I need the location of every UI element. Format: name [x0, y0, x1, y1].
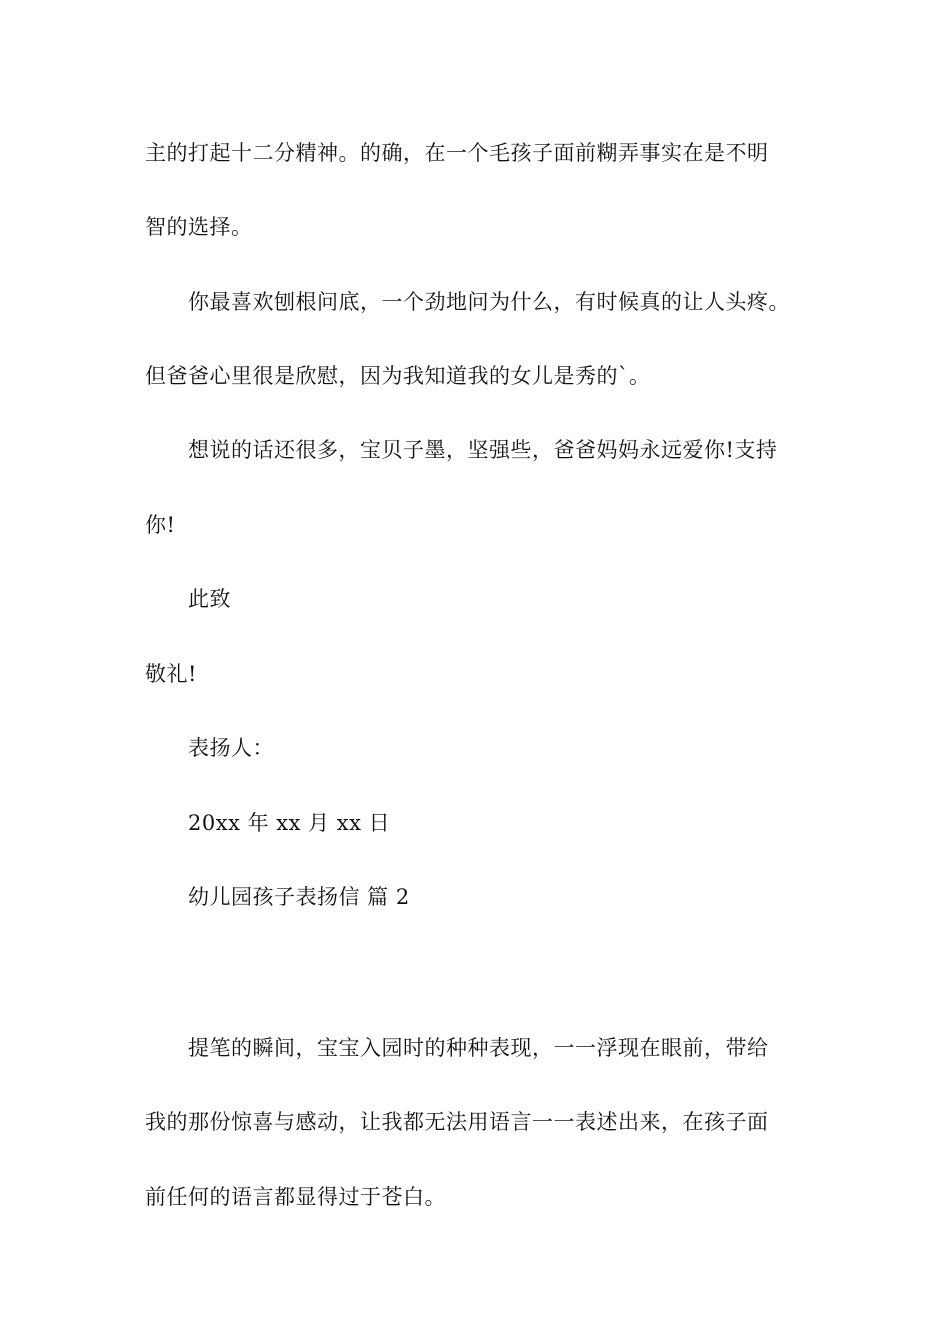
paragraph-line: 你最喜欢刨根问底，一个劲地问为什么，有时候真的让人头疼。 [188, 290, 790, 314]
closing-regards: 敬礼! [145, 662, 197, 686]
paragraph-line: 你! [145, 513, 176, 537]
paragraph-line: 智的选择。 [145, 215, 253, 239]
closing-salutation: 此致 [188, 587, 231, 611]
paragraph-line: 想说的话还很多，宝贝子墨，坚强些，爸爸妈妈永远爱你!支持 [188, 438, 778, 462]
section-title: 幼儿园孩子表扬信 篇 2 [188, 885, 410, 909]
paragraph-line: 前任何的语言都显得过于苍白。 [145, 1185, 446, 1209]
paragraph-line: 提笔的瞬间，宝宝入园时的种种表现，一一浮现在眼前，带给 [188, 1036, 769, 1060]
paragraph-line: 主的打起十二分精神。的确，在一个毛孩子面前糊弄事实在是不明 [145, 141, 769, 165]
date-line: 20xx 年 xx 月 xx 日 [188, 811, 391, 835]
paragraph-line: 我的那份惊喜与感动，让我都无法用语言一一表述出来，在孩子面 [145, 1110, 769, 1134]
signature-label: 表扬人： [188, 736, 274, 760]
paragraph-line: 但爸爸心里很是欣慰，因为我知道我的女儿是秀的`。 [145, 364, 651, 388]
